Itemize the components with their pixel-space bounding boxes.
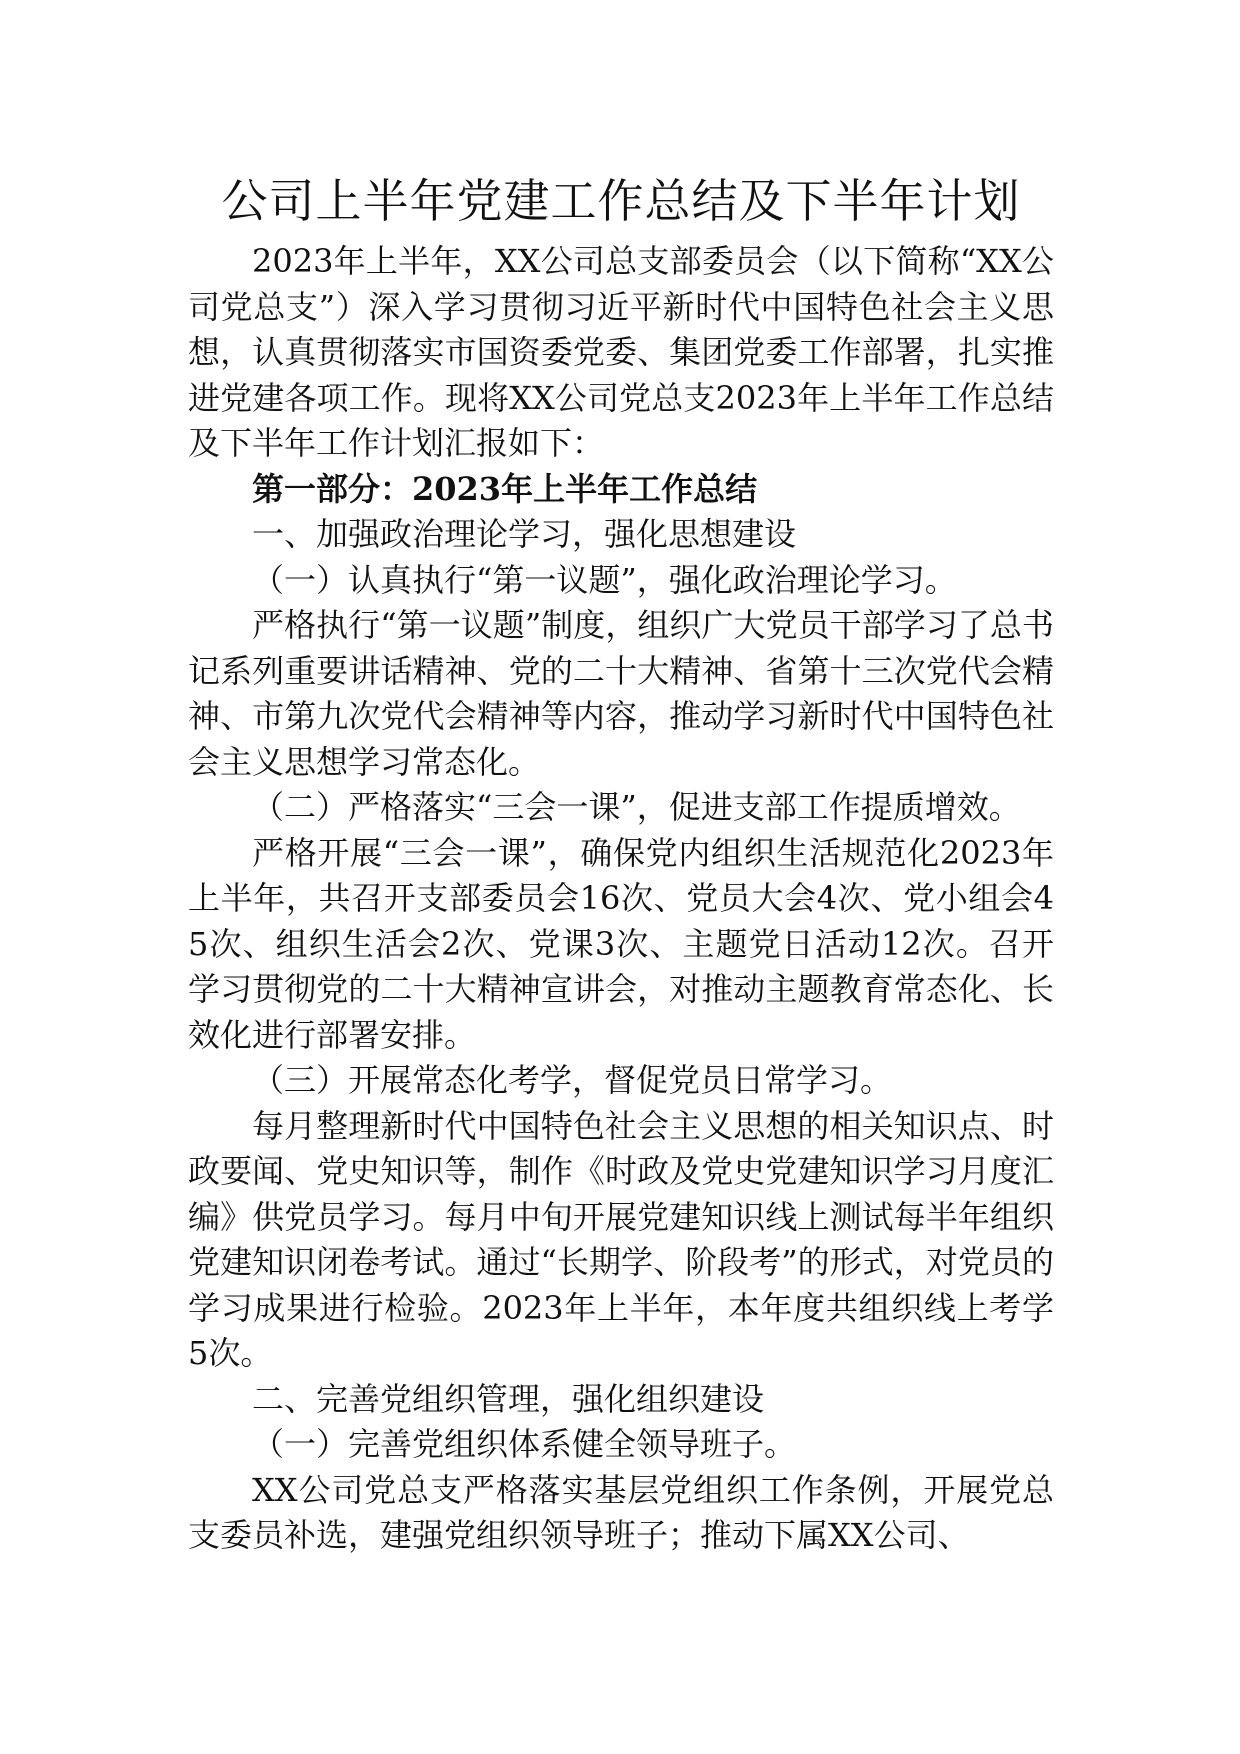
subsection-2-1-body: XX公司党总支严格落实基层党组织工作条例，开展党总支委员补选，建强党组织领导班子；推动下属XX公司、 (188, 1470, 1054, 1554)
subsection-1-1-heading: （一）认真执行“第一议题”，强化政治理论学习。 (252, 560, 957, 599)
subsection-1-3-body: 每月整理新时代中国特色社会主义思想的相关知识点、时政要闻、党史知识等，制作《时政及党史党建知识学习月度汇编》供党员学习。每月中旬开展党建知识线上测试每半年组织党建知识闭卷考试。通过“长期学、阶段考”的形式，对党员的学习成果进行检验。2023年上半年，本年度共组织线上考学5次。 (188, 1106, 1054, 1372)
subsection-1-2-body: 严格开展“三会一课”，确保党内组织生活规范化2023年上半年，共召开支部委员会16次、党员大会4次、党小组会45次、组织生活会2次、党课3次、主题党日活动12次。召开学习贯彻党的二十大精神宣讲会，对推动主题教育常态化、长效化进行部署安排。 (188, 833, 1054, 1054)
subsection-2-1-heading: （一）完善党组织体系健全领导班子。 (252, 1425, 797, 1463)
section-two-heading: 二、完善党组织管理，强化组织建设 (252, 1379, 765, 1418)
subsection-1-2-heading: （二）严格落实“三会一课”，促进支部工作提质增效。 (252, 788, 1021, 826)
subsection-1-3-heading: （三）开展常态化考学，督促党员日常学习。 (252, 1061, 893, 1099)
subsection-1-1-body: 严格执行“第一议题”制度，组织广大党员干部学习了总书记系列重要讲话精神、党的二十大精神、省第十三次党代会精神、市第九次党代会精神等内容，推动学习新时代中国特色社会主义思想学习常态化。 (188, 606, 1054, 781)
intro-paragraph: 2023年上半年，XX公司总支部委员会（以下简称“XX公司党总支”）深入学习贯彻习近平新时代中国特色社会主义思想，认真贯彻落实市国资委党委、集团党委工作部署，扎实推进党建各项工作。现将XX公司党总支2023年上半年工作总结及下半年工作计划汇报如下： (188, 242, 1054, 462)
document-title: 公司上半年党建工作总结及下半年计划 (221, 174, 1021, 228)
document-page (188, 165, 1054, 1559)
part-one-heading: 第一部分：2023年上半年工作总结 (252, 469, 758, 508)
section-one-heading: 一、加强政治理论学习，强化思想建设 (252, 515, 797, 553)
